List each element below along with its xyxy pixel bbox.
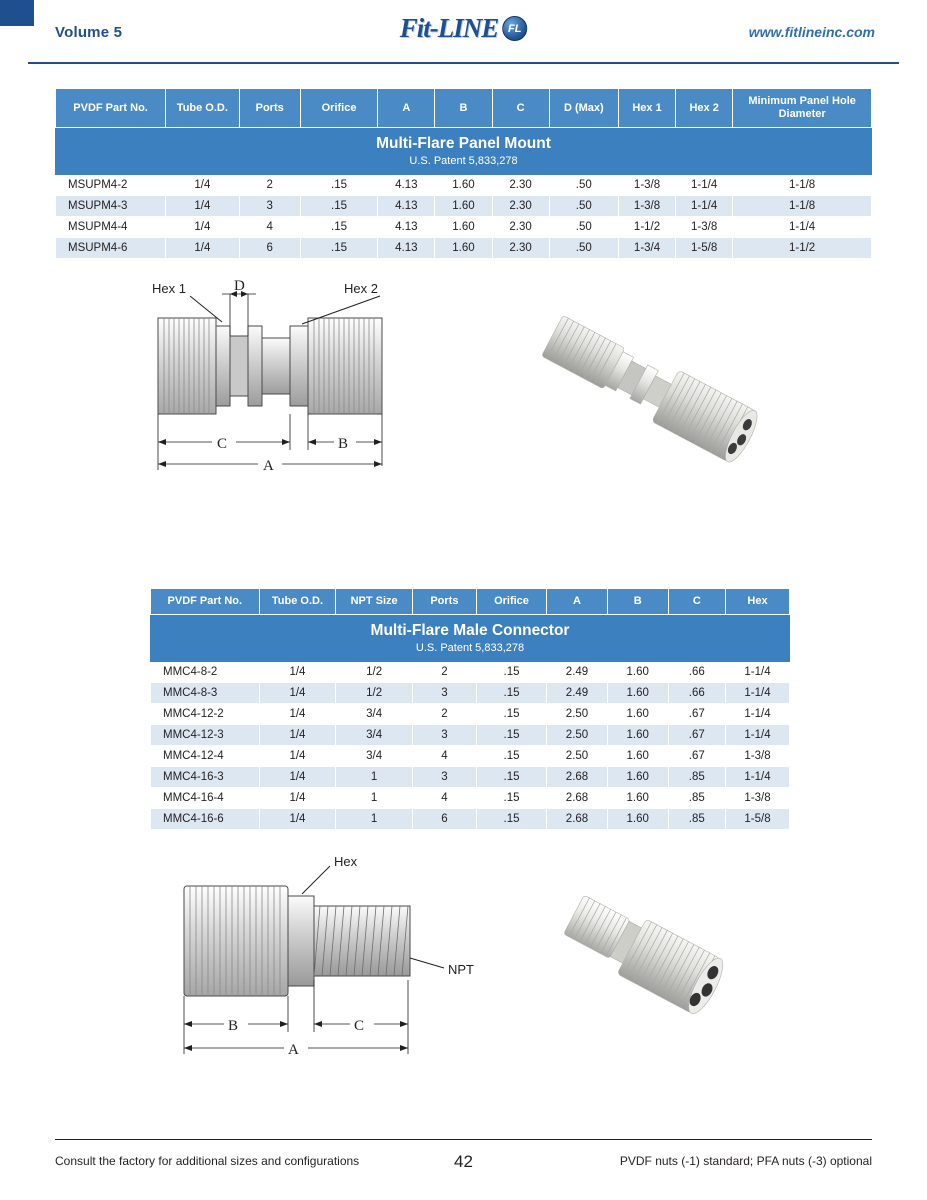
table-row <box>151 661 790 682</box>
panel-mount-line-drawing <box>130 280 450 495</box>
table-row <box>56 195 872 216</box>
figure1-label-c: C <box>217 436 228 452</box>
cell-b: 1.60 <box>435 174 492 195</box>
cell-d-max: .50 <box>549 216 618 237</box>
figure1-label-d: D <box>234 280 245 294</box>
cell-hex-1: 1-3/8 <box>618 174 675 195</box>
cell-orifice: .15 <box>300 216 378 237</box>
table-row <box>151 682 790 703</box>
cell-b: 1.60 <box>607 703 668 724</box>
cell-hex: 1-1/4 <box>726 661 790 682</box>
table-subtitle: U.S. Patent 5,833,278 <box>409 154 518 167</box>
table-body <box>56 174 872 258</box>
cell-ports: 6 <box>239 237 300 258</box>
figure1-label-hex2: Hex 2 <box>344 281 378 296</box>
cell-b: 1.60 <box>607 745 668 766</box>
col-hex: Hex <box>726 589 790 615</box>
cell-c: .67 <box>668 745 726 766</box>
cell-tube-od: 1/4 <box>166 237 239 258</box>
cell-hex: 1-1/4 <box>726 682 790 703</box>
cell-b: 1.60 <box>607 787 668 808</box>
cell-a: 4.13 <box>378 195 435 216</box>
figure1-label-b: B <box>338 436 349 452</box>
cell-c: .67 <box>668 724 726 745</box>
figure2-label-npt: NPT <box>448 962 474 977</box>
cell-a: 2.50 <box>547 745 608 766</box>
cell-orifice: .15 <box>300 237 378 258</box>
col-part-no: PVDF Part No. <box>151 589 260 615</box>
cell-ports: 2 <box>412 703 476 724</box>
cell-tube-od: 1/4 <box>259 787 336 808</box>
cell-orifice: .15 <box>476 787 546 808</box>
cell-c: 2.30 <box>492 195 549 216</box>
cell-ports: 3 <box>239 195 300 216</box>
cell-ports: 2 <box>412 661 476 682</box>
cell-hex-1: 1-3/8 <box>618 195 675 216</box>
cell-part-no: MMC4-8-2 <box>151 661 260 682</box>
table-row <box>151 745 790 766</box>
table-title-cell <box>151 615 790 661</box>
cell-npt-size: 3/4 <box>336 703 413 724</box>
cell-tube-od: 1/4 <box>259 682 336 703</box>
logo-badge-icon: FL <box>502 16 527 41</box>
footer-note-left: Consult the factory for additional sizes and configurations <box>55 1154 360 1168</box>
table-title: Multi-Flare Male Connector <box>370 622 570 640</box>
cell-hex-1: 1-3/4 <box>618 237 675 258</box>
table-body <box>151 661 790 829</box>
cell-c: .85 <box>668 787 726 808</box>
table-row <box>151 724 790 745</box>
col-b: B <box>435 89 492 128</box>
table-column-headers <box>151 589 790 615</box>
cell-tube-od: 1/4 <box>166 216 239 237</box>
cell-c: 2.30 <box>492 237 549 258</box>
panel-mount-photo <box>518 300 778 485</box>
cell-a: 4.13 <box>378 216 435 237</box>
table-row <box>56 216 872 237</box>
cell-part-no: MMC4-12-2 <box>151 703 260 724</box>
panel-mount-drawing-svg <box>130 280 450 490</box>
cell-b: 1.60 <box>607 724 668 745</box>
male-connector-photo <box>540 880 770 1045</box>
cell-c: .85 <box>668 808 726 829</box>
cell-tube-od: 1/4 <box>166 174 239 195</box>
cell-hex: 1-5/8 <box>726 808 790 829</box>
cell-npt-size: 3/4 <box>336 724 413 745</box>
col-orifice: Orifice <box>300 89 378 128</box>
figure2-label-hex: Hex <box>334 854 358 869</box>
male-connector-table-block <box>150 588 790 830</box>
col-b: B <box>607 589 668 615</box>
cell-hex-2: 1-1/4 <box>676 174 733 195</box>
cell-tube-od: 1/4 <box>259 766 336 787</box>
col-hex-1: Hex 1 <box>618 89 675 128</box>
col-c: C <box>492 89 549 128</box>
table-row <box>56 174 872 195</box>
cell-min-panel-hole: 1-1/8 <box>733 195 872 216</box>
cell-orifice: .15 <box>300 195 378 216</box>
cell-tube-od: 1/4 <box>259 703 336 724</box>
cell-ports: 3 <box>412 766 476 787</box>
cell-part-no: MSUPM4-3 <box>56 195 166 216</box>
footer-note-right: PVDF nuts (-1) standard; PFA nuts (-3) optional <box>619 1154 872 1168</box>
cell-c: 2.30 <box>492 174 549 195</box>
male-connector-drawing-svg <box>160 852 480 1072</box>
cell-tube-od: 1/4 <box>259 745 336 766</box>
cell-hex-2: 1-5/8 <box>676 237 733 258</box>
cell-ports: 3 <box>412 724 476 745</box>
cell-hex-1: 1-1/2 <box>618 216 675 237</box>
table-row <box>151 787 790 808</box>
logo-wordmark: Fit-LINE <box>399 13 499 43</box>
header-row <box>151 589 790 615</box>
col-tube-od: Tube O.D. <box>259 589 336 615</box>
cell-a: 2.50 <box>547 724 608 745</box>
cell-c: .66 <box>668 661 726 682</box>
cell-c: 2.30 <box>492 216 549 237</box>
col-d-max: D (Max) <box>549 89 618 128</box>
table-row <box>151 703 790 724</box>
cell-b: 1.60 <box>435 237 492 258</box>
cell-ports: 2 <box>239 174 300 195</box>
cell-hex: 1-3/8 <box>726 745 790 766</box>
cell-part-no: MMC4-12-4 <box>151 745 260 766</box>
cell-part-no: MMC4-8-3 <box>151 682 260 703</box>
table-row <box>151 808 790 829</box>
volume-label: Volume 5 <box>55 23 123 41</box>
figure2-label-a: A <box>288 1042 299 1058</box>
cell-tube-od: 1/4 <box>259 724 336 745</box>
cell-hex-2: 1-1/4 <box>676 195 733 216</box>
col-ports: Ports <box>239 89 300 128</box>
cell-npt-size: 1 <box>336 766 413 787</box>
col-ports: Ports <box>412 589 476 615</box>
table-column-headers <box>56 89 872 128</box>
cell-min-panel-hole: 1-1/4 <box>733 216 872 237</box>
col-c: C <box>668 589 726 615</box>
col-orifice: Orifice <box>476 589 546 615</box>
table-title: Multi-Flare Panel Mount <box>376 135 551 153</box>
panel-mount-photo-svg <box>518 300 778 480</box>
col-part-no: PVDF Part No. <box>56 89 166 128</box>
cell-hex-2: 1-3/8 <box>676 216 733 237</box>
page-number: 42 <box>454 1152 473 1171</box>
male-connector-line-drawing <box>160 852 480 1077</box>
cell-npt-size: 1/2 <box>336 682 413 703</box>
cell-part-no: MMC4-16-3 <box>151 766 260 787</box>
cell-hex: 1-1/4 <box>726 724 790 745</box>
cell-c: .66 <box>668 682 726 703</box>
cell-part-no: MSUPM4-2 <box>56 174 166 195</box>
fitline-logo <box>400 13 528 44</box>
cell-a: 2.49 <box>547 661 608 682</box>
cell-npt-size: 1 <box>336 808 413 829</box>
cell-tube-od: 1/4 <box>259 661 336 682</box>
figure1-label-a: A <box>263 458 274 474</box>
table-row <box>151 766 790 787</box>
cell-b: 1.60 <box>607 766 668 787</box>
table-title-row <box>56 128 872 174</box>
cell-orifice: .15 <box>476 682 546 703</box>
col-hex-2: Hex 2 <box>676 89 733 128</box>
cell-orifice: .15 <box>476 724 546 745</box>
cell-b: 1.60 <box>607 808 668 829</box>
cell-orifice: .15 <box>476 808 546 829</box>
cell-part-no: MMC4-16-6 <box>151 808 260 829</box>
cell-orifice: .15 <box>476 703 546 724</box>
cell-a: 2.49 <box>547 682 608 703</box>
male-connector-photo-svg <box>540 880 770 1040</box>
col-tube-od: Tube O.D. <box>166 89 239 128</box>
cell-part-no: MSUPM4-4 <box>56 216 166 237</box>
panel-mount-table <box>55 88 872 259</box>
cell-a: 2.68 <box>547 808 608 829</box>
header-divider <box>28 62 899 64</box>
footer-divider <box>55 1139 872 1140</box>
cell-hex: 1-1/4 <box>726 703 790 724</box>
figure2-label-b: B <box>228 1018 239 1034</box>
table-row <box>56 237 872 258</box>
cell-c: .85 <box>668 766 726 787</box>
cell-part-no: MMC4-12-3 <box>151 724 260 745</box>
cell-part-no: MMC4-16-4 <box>151 787 260 808</box>
cell-orifice: .15 <box>476 766 546 787</box>
cell-ports: 3 <box>412 682 476 703</box>
cell-min-panel-hole: 1-1/8 <box>733 174 872 195</box>
cell-min-panel-hole: 1-1/2 <box>733 237 872 258</box>
col-a: A <box>378 89 435 128</box>
header-row <box>56 89 872 128</box>
cell-ports: 6 <box>412 808 476 829</box>
cell-tube-od: 1/4 <box>166 195 239 216</box>
cell-ports: 4 <box>239 216 300 237</box>
cell-part-no: MSUPM4-6 <box>56 237 166 258</box>
cell-ports: 4 <box>412 745 476 766</box>
cell-npt-size: 1/2 <box>336 661 413 682</box>
cell-a: 4.13 <box>378 237 435 258</box>
cell-a: 2.68 <box>547 766 608 787</box>
col-npt-size: NPT Size <box>336 589 413 615</box>
cell-b: 1.60 <box>607 682 668 703</box>
table-title-row <box>151 615 790 661</box>
male-connector-table <box>150 588 790 830</box>
cell-d-max: .50 <box>549 195 618 216</box>
cell-orifice: .15 <box>476 661 546 682</box>
figure1-label-hex1: Hex 1 <box>152 281 186 296</box>
cell-b: 1.60 <box>607 661 668 682</box>
table-title-cell <box>56 128 872 174</box>
col-min-panel-hole: Minimum Panel Hole Diameter <box>733 89 872 128</box>
cell-b: 1.60 <box>435 216 492 237</box>
cell-a: 2.68 <box>547 787 608 808</box>
cell-a: 4.13 <box>378 174 435 195</box>
col-a: A <box>547 589 608 615</box>
cell-c: .67 <box>668 703 726 724</box>
cell-tube-od: 1/4 <box>259 808 336 829</box>
table-subtitle: U.S. Patent 5,833,278 <box>415 641 525 654</box>
cell-orifice: .15 <box>476 745 546 766</box>
cell-d-max: .50 <box>549 174 618 195</box>
panel-mount-table-block <box>55 88 872 259</box>
cell-hex: 1-1/4 <box>726 766 790 787</box>
cell-d-max: .50 <box>549 237 618 258</box>
website-link[interactable]: www.fitlineinc.com <box>748 24 875 40</box>
cell-a: 2.50 <box>547 703 608 724</box>
cell-npt-size: 3/4 <box>336 745 413 766</box>
cell-b: 1.60 <box>435 195 492 216</box>
cell-npt-size: 1 <box>336 787 413 808</box>
figure2-label-c: C <box>354 1018 365 1034</box>
cell-hex: 1-3/8 <box>726 787 790 808</box>
cell-orifice: .15 <box>300 174 378 195</box>
cell-ports: 4 <box>412 787 476 808</box>
